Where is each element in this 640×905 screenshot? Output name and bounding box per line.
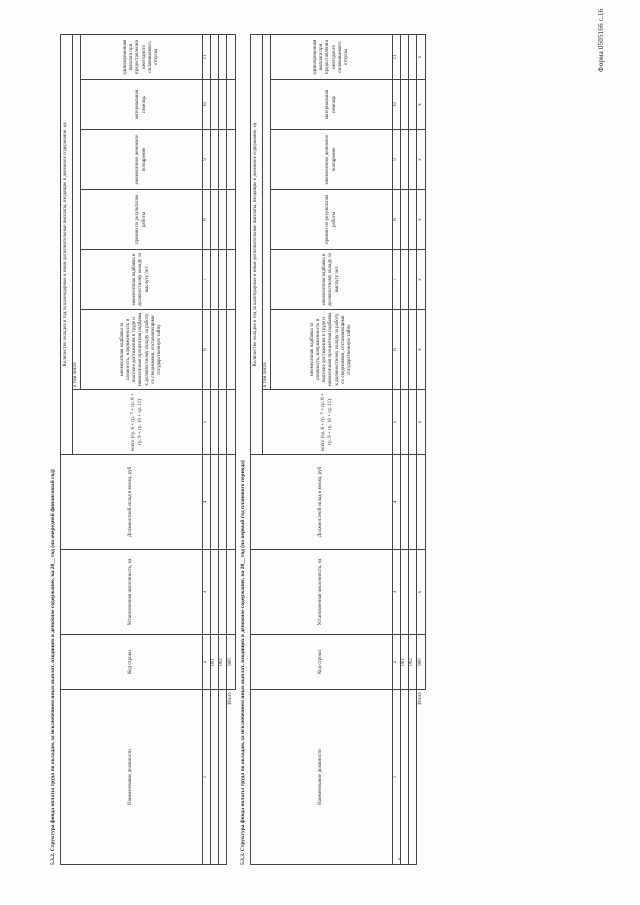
- data-cell: [409, 190, 417, 250]
- col-number: 11: [203, 34, 211, 79]
- table-section-2: [240, 35, 450, 865]
- data-cell: x: [417, 310, 426, 390]
- data-cell: [417, 455, 426, 550]
- col-header: материальная помощь: [81, 80, 203, 130]
- data-cell: [409, 455, 417, 550]
- col-number: 5: [393, 390, 401, 455]
- data-cell: [401, 455, 409, 550]
- data-cell: [219, 80, 227, 130]
- total-row: [417, 34, 426, 864]
- col-header: ежемесячная надбавка за сложность, напряженность и высокие достижения в труде и ежемесячная процентная надбавка к должностному окладу за работу со сведениями, составляющими государственную тайну: [81, 310, 203, 390]
- data-cell: [219, 34, 227, 79]
- col-number-row: [203, 34, 211, 864]
- col-number: 4: [393, 455, 401, 550]
- col-header: Должностной оклад в месяц, руб: [251, 455, 393, 550]
- row-code: 900: [417, 635, 426, 690]
- col-number: 5: [203, 390, 211, 455]
- data-cell: [409, 550, 417, 635]
- data-cell: [219, 190, 227, 250]
- row-code: 900: [227, 635, 236, 690]
- col-number: 1: [203, 690, 211, 865]
- data-cell: [227, 310, 236, 390]
- form-label: Форма 0505166 с.16: [597, 8, 605, 72]
- subgroup-header: в том числе: [73, 34, 81, 389]
- col-header: премии по результатам работы: [271, 190, 393, 250]
- total-label: Итого: [418, 692, 424, 705]
- wage-structure-table-2: [250, 34, 426, 865]
- data-cell: [409, 390, 417, 455]
- col-number: 3: [393, 550, 401, 635]
- col-number: 2: [393, 635, 401, 690]
- group-header: Количество окладов в год за календарные и иные дополнительные выплаты, входящие в денежное содержание, ед: [251, 34, 263, 454]
- data-cell: [211, 130, 219, 190]
- col-header: единовременная выплата при предоставлении ежегодного оплачиваемого отпуска: [271, 34, 393, 79]
- data-cell: [219, 310, 227, 390]
- data-cell: [211, 250, 219, 310]
- data-cell: [211, 34, 219, 79]
- data-cell: [219, 390, 227, 455]
- col-header: ежемесячная надбавка за сложность, напряженность и высокие достижения в труде и ежемесячная процентная надбавка к должностному окладу за работу со сведениями, составляющими государственную тайну: [271, 310, 393, 390]
- total-label: Итого: [228, 692, 234, 705]
- data-cell: [227, 250, 236, 310]
- col-header: ежемесячная надбавка к должностному окладу за выслугу лет: [271, 250, 393, 310]
- data-cell: [401, 550, 409, 635]
- data-cell: [211, 190, 219, 250]
- position-cell: [409, 690, 417, 865]
- col-number: 1: [393, 690, 401, 865]
- data-cell: x: [417, 550, 426, 635]
- data-cell: [401, 34, 409, 79]
- row-code: 002: [409, 635, 417, 690]
- col-number: 7: [393, 250, 401, 310]
- data-cell: [409, 130, 417, 190]
- data-cell: [227, 455, 236, 550]
- table-row: [409, 34, 417, 864]
- data-cell: [409, 310, 417, 390]
- col-header: всего (гр. 6 + гр. 7 + гр. 8 + гр. 9 + гр. 10 + гр. 11): [73, 390, 203, 455]
- col-header: Установленная численность, ед: [251, 550, 393, 635]
- data-cell: [401, 130, 409, 190]
- col-number: 11: [393, 34, 401, 79]
- col-header: материальная помощь: [271, 80, 393, 130]
- data-cell: [211, 550, 219, 635]
- data-cell: [409, 80, 417, 130]
- data-cell: [401, 80, 409, 130]
- col-number: 3: [203, 550, 211, 635]
- col-header: ежемесячная надбавка к должностному окладу за выслугу лет: [81, 250, 203, 310]
- data-cell: [211, 455, 219, 550]
- data-cell: [211, 310, 219, 390]
- data-cell: x: [417, 34, 426, 79]
- data-cell: [401, 390, 409, 455]
- row-code: 001: [211, 635, 219, 690]
- col-number: 8: [393, 190, 401, 250]
- data-cell: x: [417, 390, 426, 455]
- total-row: [227, 34, 236, 864]
- table-title-1: 5.3.2. Структура фонда оплаты труда по окладам, за исключением иных выплат, входящих в денежное содержание, на 20__ год (на очередной финансовый год): [50, 469, 56, 865]
- data-cell: [211, 80, 219, 130]
- col-number: 8: [203, 190, 211, 250]
- scan-speck: [398, 858, 400, 860]
- col-header: всего (гр. 6 + гр. 7 + гр. 8 + гр. 9 + гр. 10 + гр. 11): [263, 390, 393, 455]
- col-number: 9: [393, 130, 401, 190]
- col-header: Наименование должности: [61, 690, 203, 865]
- data-cell: [409, 34, 417, 79]
- data-cell: [409, 250, 417, 310]
- data-cell: [227, 80, 236, 130]
- col-number: 10: [393, 80, 401, 130]
- data-cell: [227, 34, 236, 79]
- table-row: [401, 34, 409, 864]
- row-code: 002: [219, 635, 227, 690]
- data-cell: [219, 130, 227, 190]
- data-cell: [401, 190, 409, 250]
- col-number: 6: [203, 310, 211, 390]
- data-cell: [227, 550, 236, 635]
- subgroup-header: в том числе: [263, 34, 271, 389]
- data-cell: [211, 390, 219, 455]
- table-row: [219, 34, 227, 864]
- data-cell: x: [417, 130, 426, 190]
- col-header: ежемесячное денежное поощрение: [271, 130, 393, 190]
- col-number: 9: [203, 130, 211, 190]
- data-cell: [227, 130, 236, 190]
- data-cell: x: [417, 190, 426, 250]
- col-header: ежемесячное денежное поощрение: [81, 130, 203, 190]
- col-number-row: [393, 34, 401, 864]
- col-header: единовременная выплата при предоставлении ежегодного оплачиваемого отпуска: [81, 34, 203, 79]
- group-header: Количество окладов в год за календарные и иные дополнительные выплаты, входящие в денежное содержание, ед: [61, 34, 73, 454]
- col-header: Установленная численность, ед: [61, 550, 203, 635]
- col-header: Код строки: [61, 635, 203, 690]
- data-cell: [227, 190, 236, 250]
- col-header: премии по результатам работы: [81, 190, 203, 250]
- col-number: 6: [393, 310, 401, 390]
- table-row: [211, 34, 219, 864]
- position-cell: [219, 690, 227, 865]
- data-cell: [401, 250, 409, 310]
- col-number: 10: [203, 80, 211, 130]
- position-cell: [401, 690, 409, 865]
- col-number: 2: [203, 635, 211, 690]
- col-header: Код строки: [251, 635, 393, 690]
- table-section-1: [50, 35, 250, 865]
- data-cell: [401, 310, 409, 390]
- data-cell: [219, 455, 227, 550]
- row-code: 001: [401, 635, 409, 690]
- data-cell: [227, 390, 236, 455]
- position-cell: [211, 690, 219, 865]
- col-number: 4: [203, 455, 211, 550]
- data-cell: [219, 550, 227, 635]
- wage-structure-table-1: [60, 34, 236, 865]
- table-title-2: 5.3.3. Структура фонда оплаты труда по окладам, за исключением иных выплат, входящих в денежное содержание, на 20__ год (на первый год планового периода): [240, 460, 246, 865]
- data-cell: x: [417, 250, 426, 310]
- data-cell: x: [417, 80, 426, 130]
- col-number: 7: [203, 250, 211, 310]
- col-header: Должностной оклад в месяц, руб: [61, 455, 203, 550]
- col-header: Наименование должности: [251, 690, 393, 865]
- data-cell: [219, 250, 227, 310]
